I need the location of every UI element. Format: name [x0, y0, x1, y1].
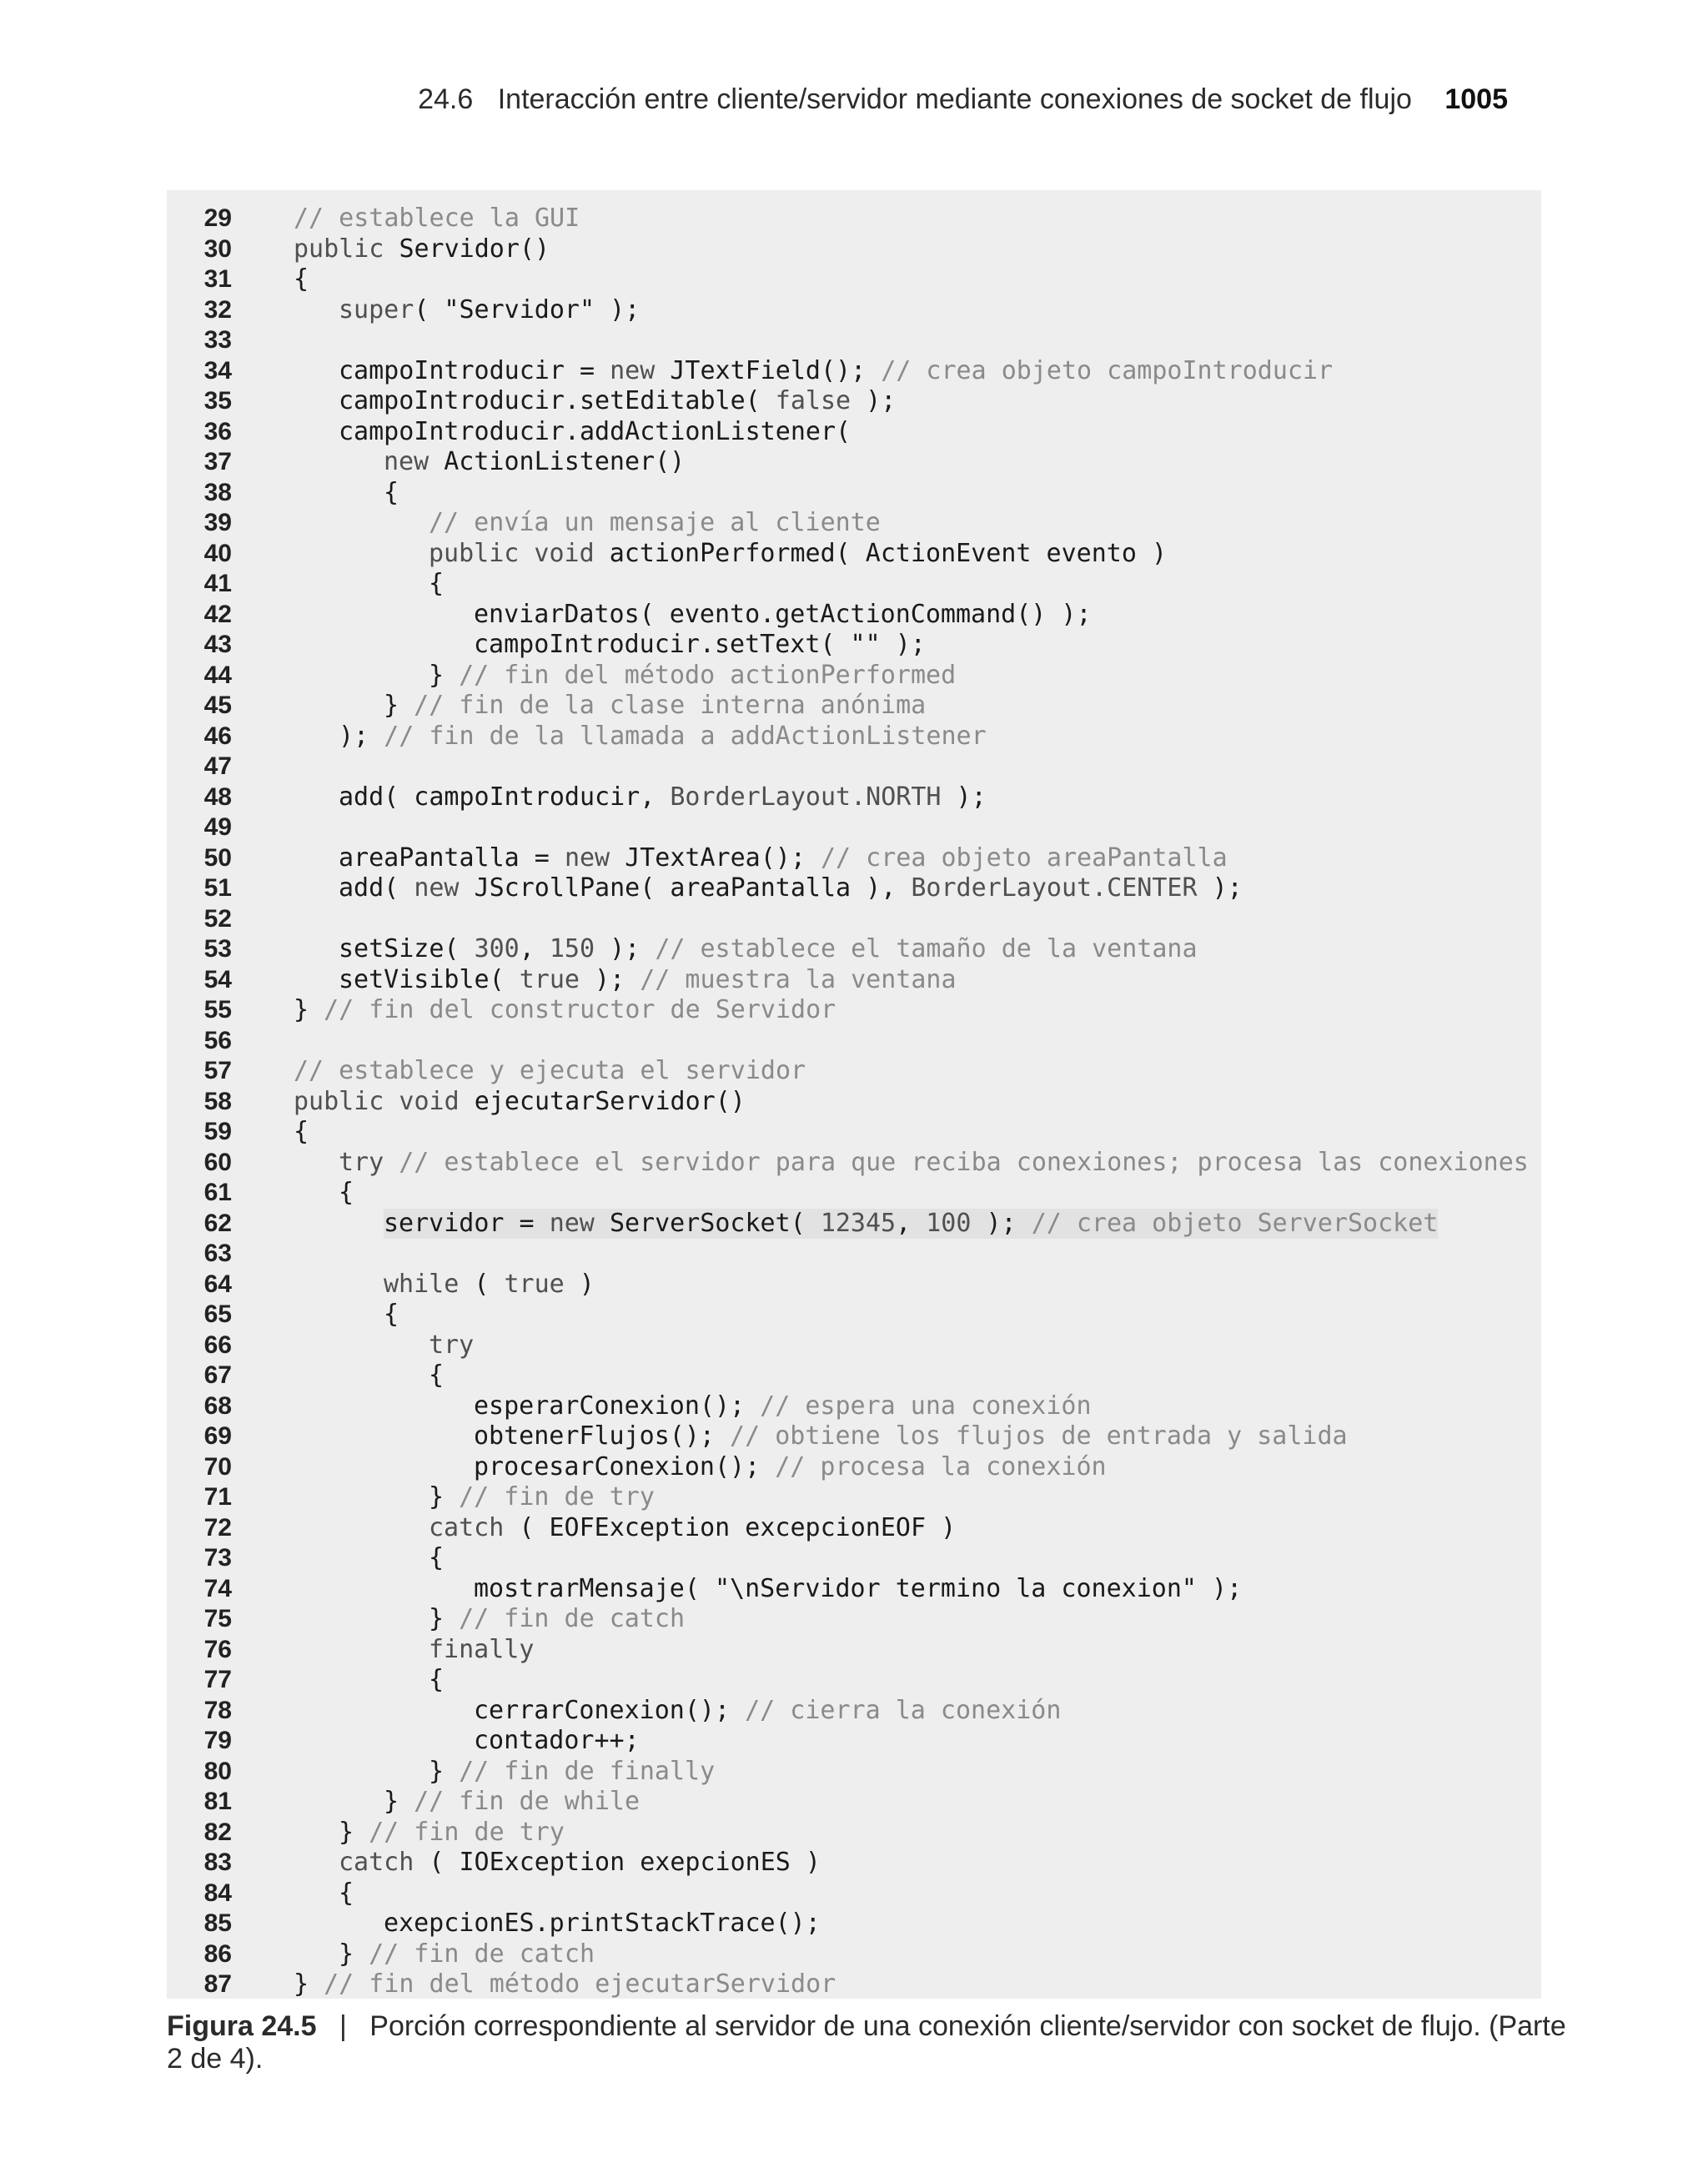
- line-number: 40: [203, 539, 232, 567]
- code-line: [167, 1757, 1541, 1787]
- section-title: Interacción entre cliente/servidor mediante conexiones de socket de flujo: [497, 83, 1412, 115]
- code-line: [167, 1330, 1541, 1361]
- line-number: 86: [203, 1939, 232, 1968]
- code-token: }: [429, 1482, 460, 1512]
- code-token: ( EOFException excepcionEOF ): [519, 1512, 957, 1542]
- code-text: [339, 417, 851, 447]
- code-text: [429, 1330, 474, 1361]
- code-token: );: [580, 964, 640, 994]
- line-number: 69: [203, 1422, 232, 1450]
- code-comment: // crea objeto campoIntroducir: [881, 355, 1334, 385]
- caption-text: Porción correspondiente al servidor de una conexión cliente/servidor con socket de flujo. (Parte 2 de 4).: [167, 2010, 1566, 2075]
- code-text: [429, 1757, 715, 1787]
- code-token: Servidor(): [399, 234, 550, 264]
- code-comment: // establece el tamaño de la ventana: [655, 934, 1198, 963]
- line-number: 49: [203, 813, 232, 841]
- code-text: [384, 691, 926, 721]
- code-line: [167, 1178, 1541, 1208]
- code-line: [167, 934, 1541, 964]
- code-token: JTextField();: [670, 355, 882, 385]
- line-number: 83: [203, 1849, 232, 1876]
- code-line: [167, 1635, 1541, 1665]
- code-line: [167, 386, 1541, 416]
- code-line: [167, 1604, 1541, 1634]
- code-token: );: [971, 1208, 1032, 1238]
- code-comment: // fin de finally: [459, 1756, 716, 1786]
- line-number: 38: [203, 478, 232, 506]
- line-number: 57: [203, 1057, 232, 1084]
- code-text: [384, 1909, 821, 1939]
- code-line: [167, 1421, 1541, 1451]
- code-line: [167, 1452, 1541, 1482]
- code-keyword: new: [414, 873, 475, 903]
- code-token: }: [339, 1939, 369, 1969]
- code-comment: // fin de la llamada a addActionListener: [384, 721, 987, 751]
- line-number: 81: [203, 1788, 232, 1815]
- code-text: [294, 1087, 746, 1117]
- code-token: setVisible(: [339, 964, 520, 994]
- code-text: [429, 569, 444, 599]
- code-token: }: [294, 995, 324, 1024]
- code-token: }: [429, 660, 460, 690]
- code-keyword: new: [384, 447, 445, 476]
- line-number: 67: [203, 1361, 232, 1389]
- line-number: 54: [203, 965, 232, 993]
- code-token: {: [294, 264, 309, 294]
- code-token: add( campoIntroducir,: [339, 782, 671, 812]
- code-token: {: [429, 1543, 445, 1572]
- page-number: 1005: [1444, 83, 1508, 115]
- code-token: exepcionES.printStackTrace();: [384, 1909, 821, 1938]
- code-comment: // establece y ejecuta el servidor: [294, 1056, 806, 1085]
- code-keyword: BorderLayout.CENTER: [911, 873, 1198, 903]
- code-text: [474, 600, 1092, 630]
- code-line: [167, 1148, 1541, 1178]
- line-number: 62: [203, 1209, 232, 1237]
- line-number: 77: [203, 1666, 232, 1693]
- code-token: {: [429, 569, 445, 598]
- code-keyword: BorderLayout.NORTH: [670, 782, 942, 812]
- code-keyword: 100: [926, 1208, 972, 1238]
- code-token: esperarConexion();: [474, 1391, 761, 1421]
- line-number: 50: [203, 843, 232, 872]
- code-line: [167, 1726, 1541, 1756]
- code-line: [167, 1391, 1541, 1421]
- code-text: [339, 295, 640, 325]
- code-token: JScrollPane( areaPantalla ),: [474, 873, 912, 903]
- code-text: [429, 1604, 685, 1634]
- code-text: [339, 386, 896, 416]
- code-line: [167, 691, 1541, 721]
- figure-label: Figura 24.5: [167, 2010, 317, 2042]
- code-comment: // fin de catch: [369, 1939, 595, 1969]
- line-number: 78: [203, 1696, 232, 1724]
- code-line: [167, 1117, 1541, 1147]
- code-text: [294, 264, 309, 294]
- code-text: [339, 843, 1228, 873]
- code-text: [384, 1209, 1438, 1239]
- code-token: procesarConexion();: [474, 1451, 776, 1481]
- code-text: [429, 1665, 444, 1695]
- line-number: 42: [203, 600, 232, 628]
- code-line: [167, 1939, 1541, 1969]
- line-number: 75: [203, 1605, 232, 1632]
- code-token: }: [384, 1787, 414, 1816]
- code-line: [167, 204, 1541, 234]
- code-token: contador++;: [474, 1726, 640, 1755]
- code-text: [339, 965, 957, 995]
- code-comment: // fin de try: [369, 1817, 565, 1847]
- code-line: [167, 722, 1541, 752]
- code-text: [294, 1117, 309, 1147]
- code-line: [167, 965, 1541, 995]
- code-text: [384, 1787, 640, 1817]
- code-text: [339, 356, 1333, 386]
- code-token: }: [429, 1604, 460, 1633]
- code-line: [167, 264, 1541, 294]
- code-text: [474, 1726, 640, 1756]
- code-token: );: [595, 934, 656, 963]
- code-line: [167, 1665, 1541, 1695]
- line-number: 76: [203, 1635, 232, 1663]
- code-token: (: [474, 1269, 505, 1299]
- code-text: [339, 1148, 1529, 1178]
- code-text: [429, 1513, 956, 1543]
- code-text: [339, 782, 987, 812]
- code-comment: // envía un mensaje al cliente: [429, 508, 881, 537]
- line-number: 48: [203, 782, 232, 811]
- line-number: 64: [203, 1270, 232, 1298]
- code-token: ServerSocket(: [609, 1208, 821, 1238]
- code-token: );: [1197, 873, 1243, 903]
- code-line: [167, 782, 1541, 812]
- line-number: 84: [203, 1879, 232, 1907]
- code-line: [167, 1909, 1541, 1939]
- code-line: [167, 812, 1541, 843]
- line-number: 68: [203, 1391, 232, 1420]
- section-number: 24.6: [418, 83, 474, 115]
- code-line: [167, 234, 1541, 264]
- line-number: 53: [203, 935, 232, 963]
- code-keyword: catch: [429, 1512, 520, 1542]
- line-number: 46: [203, 722, 232, 750]
- code-keyword: public: [294, 234, 399, 264]
- line-number: 66: [203, 1330, 232, 1359]
- line-number: 44: [203, 661, 232, 689]
- code-line: [167, 417, 1541, 447]
- code-token: ( IOException exepcionES ): [429, 1848, 821, 1877]
- code-keyword: false: [775, 386, 851, 415]
- code-token: {: [339, 1878, 354, 1908]
- line-number: 41: [203, 570, 232, 597]
- code-line: [167, 1239, 1541, 1269]
- code-token: campoIntroducir.setEditable(: [339, 386, 776, 415]
- code-token: }: [384, 691, 414, 720]
- code-line: [167, 752, 1541, 782]
- code-text: [429, 661, 956, 691]
- code-line: [167, 1300, 1541, 1330]
- line-number: 63: [203, 1240, 232, 1267]
- code-token: setSize(: [339, 934, 475, 963]
- code-keyword: public void: [429, 538, 610, 568]
- code-line: [167, 630, 1541, 660]
- code-token: obtenerFlujos();: [474, 1421, 731, 1451]
- code-token: ,: [896, 1208, 927, 1238]
- code-comment: // establece el servidor para que reciba conexiones; procesa las conexiones: [399, 1147, 1529, 1177]
- code-token: ): [564, 1269, 595, 1299]
- code-keyword: 300: [474, 934, 520, 963]
- code-token: add(: [339, 873, 414, 903]
- code-line: [167, 1209, 1541, 1239]
- code-text: [429, 508, 881, 538]
- code-keyword: public void: [294, 1086, 475, 1116]
- line-number: 56: [203, 1026, 232, 1054]
- line-number: 43: [203, 631, 232, 658]
- code-line: [167, 478, 1541, 508]
- code-text: [294, 234, 550, 264]
- code-token: {: [384, 1300, 399, 1329]
- code-comment: // fin de while: [414, 1787, 640, 1816]
- code-comment: // crea objeto ServerSocket: [1031, 1208, 1439, 1238]
- code-line: [167, 1026, 1541, 1056]
- code-line: [167, 873, 1541, 903]
- code-token: {: [384, 477, 399, 507]
- code-comment: // fin de catch: [459, 1604, 686, 1633]
- code-token: ,: [519, 934, 550, 963]
- code-text: [339, 722, 987, 752]
- code-token: );: [941, 782, 987, 812]
- code-comment: // fin de la clase interna anónima: [414, 691, 927, 720]
- code-text: [339, 1848, 821, 1878]
- line-number: 47: [203, 752, 232, 780]
- code-comment: // fin de try: [459, 1482, 655, 1512]
- code-keyword: finally: [429, 1634, 535, 1664]
- code-token: actionPerformed( ActionEvent evento ): [609, 538, 1168, 568]
- code-keyword: catch: [339, 1848, 430, 1877]
- code-comment: // fin del método ejecutarServidor: [324, 1969, 836, 1999]
- code-keyword: true: [519, 964, 580, 994]
- code-text: [474, 1421, 1348, 1451]
- code-keyword: try: [339, 1147, 399, 1177]
- code-comment: // procesa la conexión: [775, 1451, 1107, 1481]
- code-text: [384, 1300, 399, 1330]
- code-text: [339, 873, 1243, 903]
- code-token: );: [851, 386, 897, 415]
- line-number: 30: [203, 234, 232, 263]
- code-listing: [167, 190, 1541, 1999]
- code-text: [429, 1482, 655, 1512]
- code-keyword: super: [339, 294, 414, 324]
- code-token: }: [339, 1817, 369, 1847]
- line-number: 37: [203, 448, 232, 475]
- line-number: 60: [203, 1148, 232, 1176]
- figure-caption: [167, 2010, 1585, 2075]
- code-keyword: new: [549, 1208, 610, 1238]
- code-line: [167, 1270, 1541, 1300]
- line-number: 36: [203, 417, 232, 445]
- code-token: campoIntroducir =: [339, 355, 610, 385]
- code-text: [294, 1056, 806, 1086]
- code-line: [167, 1787, 1541, 1817]
- line-number: 87: [203, 1970, 232, 1998]
- code-token: ejecutarServidor(): [474, 1086, 746, 1116]
- code-text: [339, 1178, 354, 1208]
- code-text: [474, 1391, 1092, 1421]
- code-line: [167, 539, 1541, 569]
- code-line: [167, 904, 1541, 934]
- code-token: {: [429, 1665, 445, 1694]
- code-text: [339, 1818, 565, 1848]
- line-number: 71: [203, 1483, 232, 1511]
- code-text: [429, 1635, 534, 1665]
- code-keyword: 150: [549, 934, 595, 963]
- code-text: [474, 1452, 1107, 1482]
- line-number: 73: [203, 1544, 232, 1572]
- line-number: 65: [203, 1300, 232, 1328]
- code-keyword: try: [429, 1330, 475, 1360]
- code-keyword: while: [384, 1269, 475, 1299]
- code-keyword: new: [564, 843, 625, 873]
- code-line: [167, 447, 1541, 477]
- line-number: 59: [203, 1118, 232, 1145]
- line-number: 29: [203, 204, 232, 232]
- code-comment: // espera una conexión: [760, 1391, 1092, 1421]
- code-token: campoIntroducir.addActionListener(: [339, 416, 851, 446]
- code-text: [474, 1696, 1061, 1726]
- code-token: servidor =: [384, 1208, 550, 1238]
- code-token: cerrarConexion();: [474, 1695, 746, 1725]
- code-keyword: true: [504, 1269, 565, 1299]
- line-number: 31: [203, 265, 232, 293]
- line-number: 58: [203, 1087, 232, 1115]
- code-line: [167, 569, 1541, 599]
- line-number: 72: [203, 1513, 232, 1542]
- code-token: }: [294, 1969, 324, 1999]
- code-token: enviarDatos( evento.getActionCommand() );: [474, 599, 1092, 629]
- running-head: [0, 83, 1508, 116]
- code-token: ActionListener(): [444, 447, 686, 476]
- code-line: [167, 1574, 1541, 1604]
- code-line: [167, 1696, 1541, 1726]
- line-number: 61: [203, 1179, 232, 1206]
- code-text: [474, 630, 926, 660]
- line-number: 32: [203, 295, 232, 324]
- line-number: 34: [203, 356, 232, 385]
- code-comment: // cierra la conexión: [745, 1695, 1062, 1725]
- code-line: [167, 600, 1541, 630]
- code-token: {: [429, 1361, 445, 1390]
- code-line: [167, 325, 1541, 355]
- code-text: [384, 478, 399, 508]
- code-line: [167, 1361, 1541, 1391]
- code-token: ( "Servidor" );: [414, 294, 640, 324]
- code-text: [339, 934, 1198, 964]
- code-token: campoIntroducir.setText( "" );: [474, 630, 926, 659]
- code-line: [167, 508, 1541, 538]
- code-comment: // fin del método actionPerformed: [459, 660, 957, 690]
- code-keyword: 12345: [820, 1208, 897, 1238]
- caption-separator: |: [339, 2010, 347, 2042]
- code-line: [167, 843, 1541, 873]
- code-line: [167, 1543, 1541, 1573]
- code-comment: // obtiene los flujos de entrada y salida: [730, 1421, 1348, 1451]
- code-line: [167, 1879, 1541, 1909]
- code-comment: // establece la GUI: [294, 204, 580, 233]
- code-text: [339, 1879, 354, 1909]
- code-line: [167, 295, 1541, 325]
- code-text: [474, 1574, 1242, 1604]
- line-number: 51: [203, 874, 232, 902]
- code-line: [167, 1482, 1541, 1512]
- line-number: 52: [203, 904, 232, 933]
- line-number: 80: [203, 1757, 232, 1785]
- code-line: [167, 1087, 1541, 1117]
- code-text: [294, 204, 580, 234]
- code-line: [167, 995, 1541, 1025]
- line-number: 85: [203, 1909, 232, 1937]
- code-token: JTextArea();: [625, 843, 821, 873]
- code-line: [167, 1818, 1541, 1848]
- code-token: mostrarMensaje( "\nServidor termino la conexion" );: [474, 1573, 1243, 1603]
- line-number: 70: [203, 1452, 232, 1481]
- code-line: [167, 1513, 1541, 1543]
- code-line: [167, 356, 1541, 386]
- code-text: [384, 1270, 595, 1300]
- code-line: [167, 661, 1541, 691]
- code-comment: // muestra la ventana: [640, 964, 957, 994]
- code-comment: // fin del constructor de Servidor: [324, 995, 836, 1024]
- code-keyword: new: [610, 355, 671, 385]
- code-token: }: [429, 1756, 460, 1786]
- line-number: 55: [203, 996, 232, 1024]
- code-line: [167, 1848, 1541, 1878]
- line-number: 45: [203, 692, 232, 719]
- code-text: [294, 995, 836, 1025]
- code-text: [294, 1969, 836, 1999]
- code-text: [384, 447, 685, 477]
- code-text: [429, 1543, 444, 1573]
- line-number: 39: [203, 509, 232, 536]
- line-number: 82: [203, 1818, 232, 1846]
- code-token: {: [339, 1178, 354, 1207]
- code-text: [429, 539, 1167, 569]
- code-token: );: [339, 721, 384, 751]
- code-line: [167, 1969, 1541, 1999]
- code-comment: // crea objeto areaPantalla: [821, 843, 1228, 873]
- line-number: 79: [203, 1727, 232, 1754]
- code-line: [167, 1056, 1541, 1086]
- code-text: [339, 1939, 595, 1969]
- code-token: {: [294, 1117, 309, 1146]
- code-text: [429, 1361, 444, 1391]
- code-token: areaPantalla =: [339, 843, 565, 873]
- line-number: 33: [203, 326, 232, 354]
- line-number: 74: [203, 1574, 232, 1602]
- line-number: 35: [203, 387, 232, 415]
